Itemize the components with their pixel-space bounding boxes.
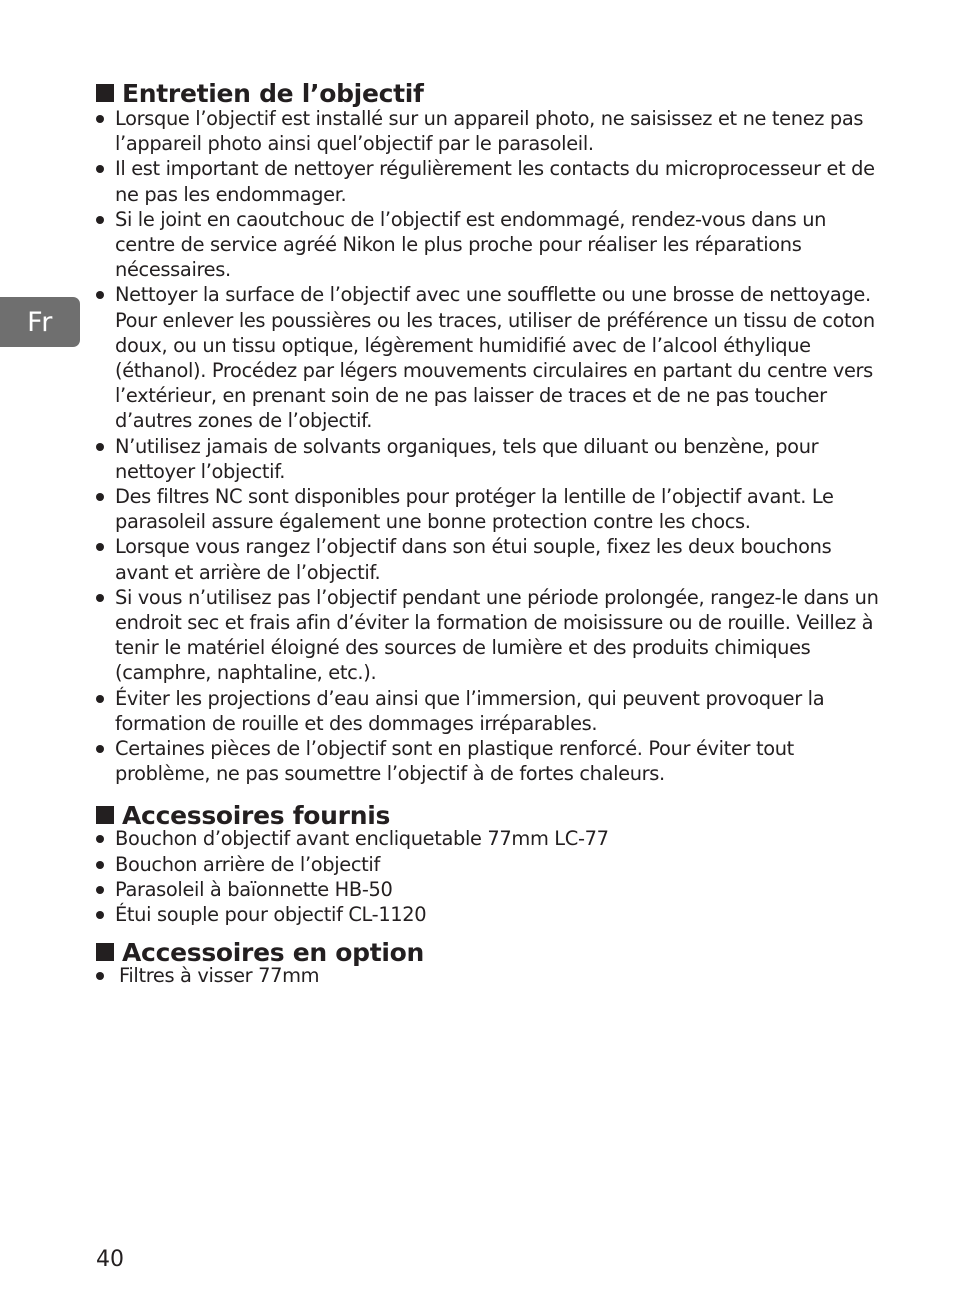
bullet-icon: [96, 745, 104, 753]
page-content: [96, 76, 886, 989]
language-tab-label: Fr: [27, 306, 53, 338]
bullet-icon: [96, 115, 104, 123]
list-item: [96, 534, 886, 584]
list-item: [96, 852, 886, 877]
list-item-text: Lorsque vous rangez l’objectif dans son étui souple, fixez les deux bouchons avant et arrière de l’objectif.: [115, 535, 832, 584]
list-item: [96, 156, 886, 206]
section-heading: [96, 76, 886, 110]
bullet-icon: [96, 835, 104, 843]
list-item-text: N’utilisez jamais de solvants organiques, tels que diluant ou benzène, pour nettoyer l’objectif.: [115, 434, 819, 483]
section-lens-maintenance: [96, 76, 886, 786]
section-optional-accessories: [96, 935, 886, 988]
list-item-text: Lorsque l’objectif est installé sur un appareil photo, ne saisissez et ne tenez pas l’appareil photo ainsi quel’objectif par le parasoleil.: [115, 107, 864, 156]
maintenance-list: [96, 106, 886, 786]
square-bullet-icon: [96, 943, 114, 961]
bullet-icon: [96, 594, 104, 602]
list-item: [96, 877, 886, 902]
square-bullet-icon: [96, 84, 114, 102]
list-item: [96, 963, 886, 988]
optional-list: [96, 963, 886, 988]
list-item: [96, 686, 886, 736]
page-number: 40: [96, 1247, 124, 1272]
bullet-icon: [96, 443, 104, 451]
list-item: [96, 106, 886, 156]
list-item: [96, 736, 886, 786]
section-title: Accessoires fournis: [122, 800, 391, 830]
bullet-icon: [96, 861, 104, 869]
list-item-text: Bouchon d’objectif avant encliquetable 77mm LC-77: [115, 827, 609, 851]
list-item: [96, 282, 886, 433]
bullet-icon: [96, 695, 104, 703]
list-item-text: Certaines pièces de l’objectif sont en plastique renforcé. Pour éviter tout problème, ne pas soumettre l’objectif à de fortes chaleurs.: [115, 737, 794, 786]
list-item: [96, 484, 886, 534]
bullet-icon: [96, 886, 104, 894]
list-item: [96, 585, 886, 686]
bullet-icon: [96, 911, 104, 919]
list-item-text: Éviter les projections d’eau ainsi que l’immersion, qui peuvent provoquer la formation de rouille et des dommages irréparables.: [115, 686, 825, 735]
list-item: [96, 826, 886, 851]
list-item-text: Il est important de nettoyer régulièrement les contacts du microprocesseur et de ne pas les endommager.: [115, 157, 875, 206]
list-item: [96, 207, 886, 283]
section-supplied-accessories: [96, 798, 886, 927]
list-item-text: Filtres à visser 77mm: [119, 964, 320, 988]
bullet-icon: [96, 216, 104, 224]
section-title: Entretien de l’objectif: [122, 78, 424, 108]
list-item-text: Si vous n’utilisez pas l’objectif pendant une période prolongée, rangez-le dans un endroit sec et frais afin d’éviter la formation de moisissure ou de rouille. Veillez à tenir le matériel éloigné des sources de lumière et des produits chimiques (camphre, naphtaline, etc.).: [115, 585, 879, 685]
list-item-text: Parasoleil à baïonnette HB-50: [115, 877, 393, 901]
supplied-list: [96, 826, 886, 927]
bullet-icon: [96, 291, 104, 299]
square-bullet-icon: [96, 806, 114, 824]
bullet-icon: [96, 493, 104, 501]
bullet-icon: [96, 543, 104, 551]
language-tab: [0, 297, 80, 347]
list-item: [96, 902, 886, 927]
list-item-text: Des filtres NC sont disponibles pour protéger la lentille de l’objectif avant. Le parasoleil assure également une bonne protection contre les chocs.: [115, 485, 834, 534]
list-item-text: Si le joint en caoutchouc de l’objectif est endommagé, rendez-vous dans un centre de service agréé Nikon le plus proche pour réaliser les réparations nécessaires.: [115, 207, 827, 282]
list-item-text: Bouchon arrière de l’objectif: [115, 852, 380, 876]
bullet-icon: [96, 165, 104, 173]
list-item: [96, 434, 886, 484]
section-title: Accessoires en option: [122, 937, 425, 967]
list-item-text: Étui souple pour objectif CL-1120: [115, 903, 427, 927]
list-item-text: Nettoyer la surface de l’objectif avec une soufflette ou une brosse de nettoyage. Pour enlever les poussières ou les traces, utiliser de préférence un tissu de coton doux, ou un tissu optique, légèrement humidifié avec de l’alcool éthylique (éthanol). Procédez par légers mouvements circulaires en partant du centre vers l’extérieur, en prenant soin de ne pas laisser de traces et de ne pas toucher d’autres zones de l’objectif.: [115, 283, 875, 433]
bullet-icon: [96, 972, 104, 980]
